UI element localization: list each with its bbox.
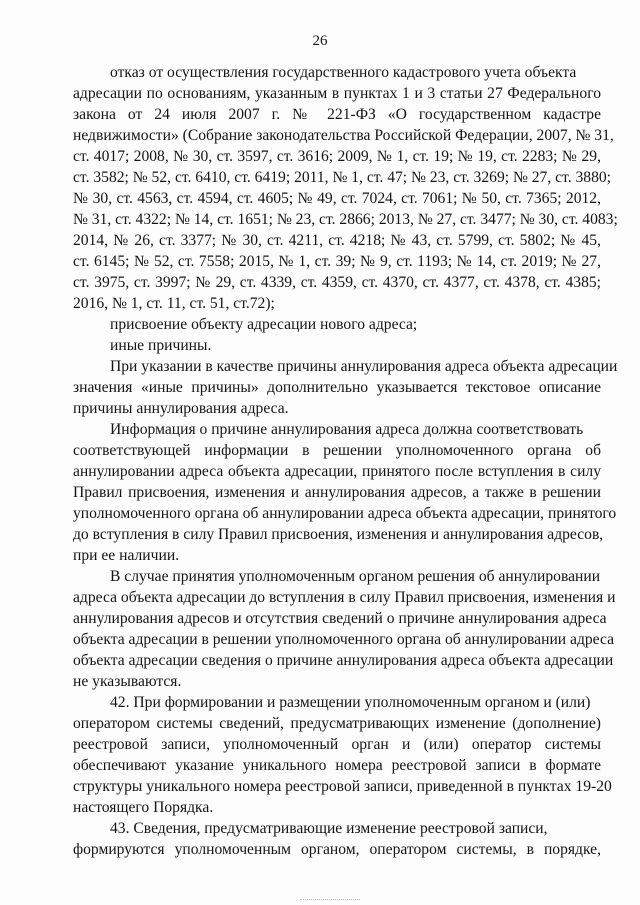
text-line: реестровой записи, уполномоченный орган и (или) оператор системы <box>73 736 601 753</box>
text-line: структуры уникального номера реестровой записи, приведенной в пунктах 19-20 <box>73 778 612 795</box>
text-line: обеспечивают указание уникального номера реестровой записи в формате <box>73 757 601 774</box>
text-line: аннулировании адреса объекта адресации, принятого после вступления в силу <box>73 463 601 480</box>
text-line: до вступления в силу Правил присвоения, изменения и аннулирования адресов, <box>73 526 604 543</box>
text-line: объекта адресации сведения о причине аннулирования адреса объекта адресации <box>73 652 614 669</box>
text-line: Информация о причине аннулирования адреса должна соответствовать <box>110 421 584 438</box>
text-line: присвоение объекту адресации нового адреса; <box>110 316 418 333</box>
scan-artifact <box>300 899 360 901</box>
text-line: ст. 6145; № 52, ст. 7558; 2015, № 1, ст. 39; № 9, ст. 1193; № 14, ст. 2019; № 27, <box>73 253 601 270</box>
text-line: При указании в качестве причины аннулирования адреса объекта адресации <box>110 358 618 375</box>
text-line: объекта адресации в решении уполномоченного органа об аннулировании адреса <box>73 631 615 648</box>
text-line: соответствующей информации в решении уполномоченного органа об <box>73 442 601 459</box>
text-line: ст. 4017; 2008, № 30, ст. 3597, ст. 3616; 2009, № 1, ст. 19; № 19, ст. 2283; № 29, <box>73 148 601 165</box>
text-line: не указываются. <box>73 673 182 690</box>
text-line: ст. 3582; № 52, ст. 6410, ст. 6419; 2011, № 1, ст. 47; № 23, ст. 3269; № 27, ст. 3880; <box>73 169 612 186</box>
text-line: Правил присвоения, изменения и аннулирования адресов, а также в решении <box>73 484 601 501</box>
text-line: иные причины. <box>110 337 212 354</box>
text-line: отказ от осуществления государственного кадастрового учета объекта <box>110 64 577 81</box>
text-line: № 30, ст. 4563, ст. 4594, ст. 4605; № 49, ст. 7024, ст. 7061; № 50, ст. 7365; 2012, <box>73 190 601 207</box>
page-number: 26 <box>312 33 328 49</box>
text-line: при ее наличии. <box>73 547 180 564</box>
text-line: В случае принятия уполномоченным органом решения об аннулировании <box>110 568 601 585</box>
text-line: формируются уполномоченным органом, оператором системы, в порядке, <box>73 841 601 858</box>
text-line: ст. 3975, ст. 3997; № 29, ст. 4339, ст. 4359, ст. 4370, ст. 4377, ст. 4378, ст. 4385; <box>73 274 601 291</box>
text-line: 42. При формировании и размещении уполномоченным органом и (или) <box>110 694 591 711</box>
text-line: 2016, № 1, ст. 11, ст. 51, ст.72); <box>73 295 275 312</box>
text-line: оператором системы сведений, предусматривающих изменение (дополнение) <box>73 715 601 732</box>
text-line: адреса объекта адресации до вступления в силу Правил присвоения, изменения и <box>73 589 616 606</box>
text-line: недвижимости» (Собрание законодательства Российской Федерации, 2007, № 31, <box>73 127 614 144</box>
text-line: № 31, ст. 4322; № 14, ст. 1651; № 23, ст. 2866; 2013, № 27, ст. 3477; № 30, ст. 4083; <box>73 211 618 228</box>
text-line: причины аннулирования адреса. <box>73 400 289 417</box>
text-line: значения «иные причины» дополнительно указывается текстовое описание <box>73 379 601 396</box>
text-line: настоящего Порядка. <box>73 799 214 816</box>
text-line: уполномоченного органа об аннулировании адреса объекта адресации, принятого <box>73 505 617 522</box>
text-line: адресации по основаниям, указанным в пунктах 1 и 3 статьи 27 Федерального <box>73 85 601 102</box>
text-line: аннулирования адресов и отсутствия сведений о причине аннулирования адреса <box>73 610 607 627</box>
text-line: 43. Сведения, предусматривающие изменение реестровой записи, <box>110 820 548 837</box>
text-line: 2014, № 26, ст. 3377; № 30, ст. 4211, ст. 4218; № 43, ст. 5799, ст. 5802; № 45, <box>73 232 601 249</box>
text-line: закона от 24 июля 2007 г. № 221-ФЗ «О государственном кадастре <box>73 106 601 123</box>
